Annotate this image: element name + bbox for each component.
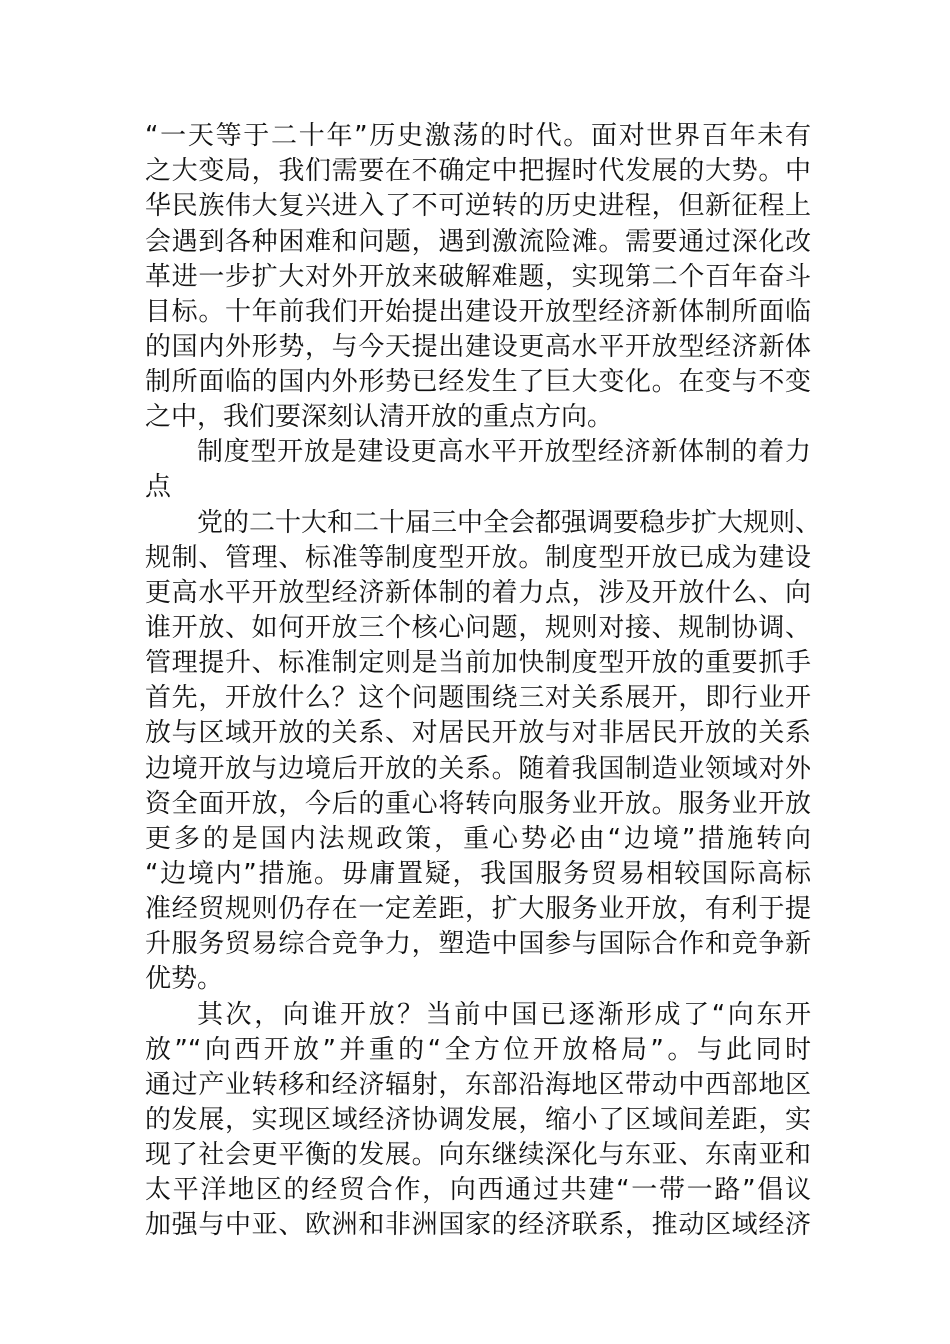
text-line: 边境开放与边境后开放的关系。随着我国制造业领域对外 xyxy=(145,754,811,784)
text-line: 资全面开放，今后的重心将转向服务业开放。服务业开放 xyxy=(145,789,811,819)
text-line: 放与区域开放的关系、对居民开放与对非居民开放的关系 xyxy=(145,718,811,748)
text-line: 革进一步扩大对外开放来破解难题，实现第二个百年奋斗 xyxy=(145,262,811,292)
text-line: 现了社会更平衡的发展。向东继续深化与东亚、东南亚和 xyxy=(145,1140,811,1170)
text-line: 制所面临的国内外形势已经发生了巨大变化。在变与不变 xyxy=(145,367,811,397)
text-line: 太平洋地区的经贸合作，向西通过共建“一带一路”倡议 xyxy=(145,1175,811,1205)
section-heading-cont: 点 xyxy=(145,472,172,502)
paragraph-start: 党的二十大和二十届三中全会都强调要稳步扩大规则、 xyxy=(197,508,822,538)
text-line: 规制、管理、标准等制度型开放。制度型开放已成为建设 xyxy=(145,543,811,573)
text-line: 的发展，实现区域经济协调发展，缩小了区域间差距，实 xyxy=(145,1105,811,1135)
text-line: 加强与中亚、欧洲和非洲国家的经济联系，推动区域经济 xyxy=(145,1210,811,1240)
text-line: 升服务贸易综合竞争力，塑造中国参与国际合作和竞争新 xyxy=(145,929,811,959)
text-line: 的国内外形势，与今天提出建设更高水平开放型经济新体 xyxy=(145,332,811,362)
text-line: 准经贸规则仍存在一定差距，扩大服务业开放，有利于提 xyxy=(145,894,811,924)
text-line: 管理提升、标准制定则是当前加快制度型开放的重要抓手 xyxy=(145,648,811,678)
paragraph-start: 其次，向谁开放？当前中国已逐渐形成了“向东开 xyxy=(197,1000,811,1030)
text-line: “一天等于二十年”历史激荡的时代。面对世界百年未有 xyxy=(145,121,811,151)
text-line: 更多的是国内法规政策，重心势必由“边境”措施转向 xyxy=(145,824,811,854)
text-line: 之大变局，我们需要在不确定中把握时代发展的大势。中 xyxy=(145,156,811,186)
text-line: 更高水平开放型经济新体制的着力点，涉及开放什么、向 xyxy=(145,578,811,608)
text-line: 华民族伟大复兴进入了不可逆转的历史进程，但新征程上 xyxy=(145,191,811,221)
text-line: “边境内”措施。毋庸置疑，我国服务贸易相较国际高标 xyxy=(145,859,811,889)
text-line: 会遇到各种困难和问题，遇到激流险滩。需要通过深化改 xyxy=(145,227,811,257)
text-line: 放”“向西开放”并重的“全方位开放格局”。与此同时 xyxy=(145,1035,811,1065)
text-line: 首先，开放什么？这个问题围绕三对关系展开，即行业开 xyxy=(145,683,811,713)
section-heading: 制度型开放是建设更高水平开放型经济新体制的着力 xyxy=(197,437,811,467)
text-line: 优势。 xyxy=(145,964,224,994)
text-line: 谁开放、如何开放三个核心问题，规则对接、规制协调、 xyxy=(145,613,811,643)
text-line: 之中，我们要深刻认清开放的重点方向。 xyxy=(145,402,614,432)
text-line: 通过产业转移和经济辐射，东部沿海地区带动中西部地区 xyxy=(145,1070,811,1100)
text-line: 目标。十年前我们开始提出建设开放型经济新体制所面临 xyxy=(145,297,811,327)
